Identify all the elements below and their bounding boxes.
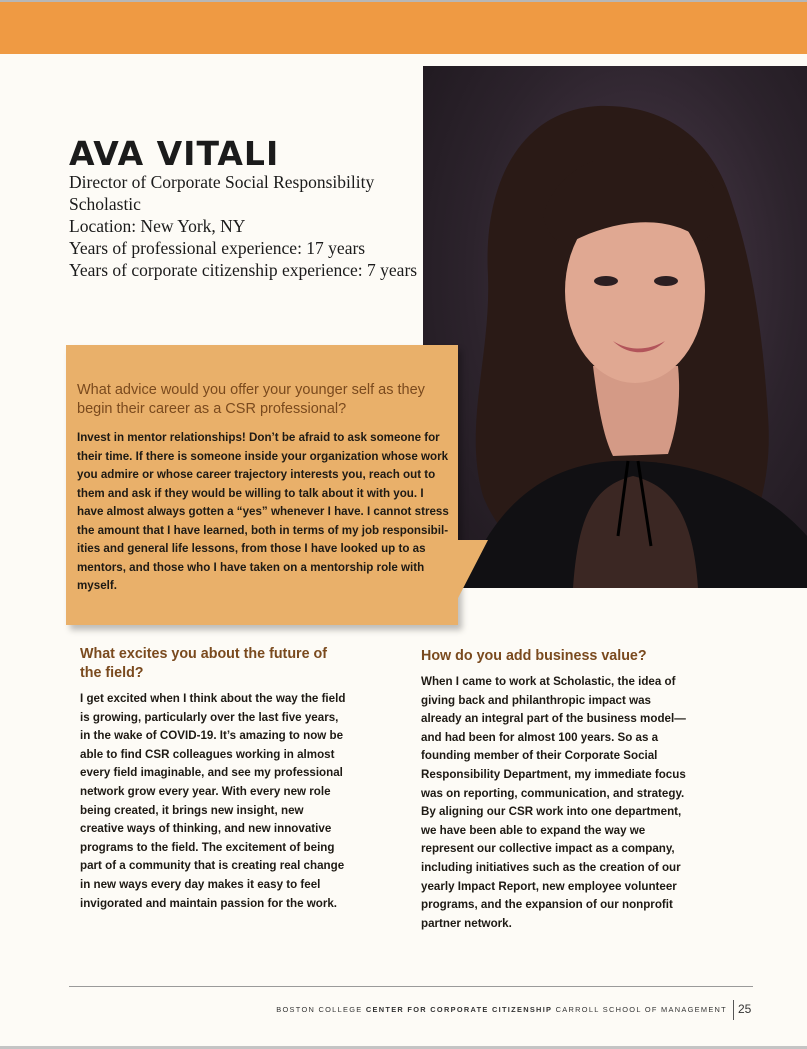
footer-management: CARROLL SCHOOL OF MANAGEMENT xyxy=(552,1005,727,1014)
footer-school: BOSTON COLLEGE xyxy=(276,1005,366,1014)
callout-answer: Invest in mentor relationships! Don’t be afraid to ask someone for their time. If there is someone inside your organization whose work you admire or whose career trajectory interests you, reach out to them and ask if they would be willing to talk about it with you. I have almost always gotten a “yes” whenever I have. I cannot stress the amount that I have learned, both in terms of my job responsibilities and general life lessons, from those I have looked up to as mentors, and those who I have taken on a mentorship role with myself. xyxy=(77,431,449,592)
footer-divider xyxy=(69,986,753,987)
detail-citizenship-years: Years of corporate citizenship experience: 7 years xyxy=(69,260,418,280)
future-answer: I get excited when I think about the way the field is growing, particularly over the last five years, in the wake of COVID-19. It’s amazing to now be able to find CSR colleagues working in almost every field imaginable, and see my professional network grow every year. With every new role being created, it brings new insight, new creative ways of thinking, and new innovative programs to the field. The excitement of being part of a community that is creating real change in new ways every day makes it easy to feel invigorated and maintain passion for the work. xyxy=(80,692,346,910)
profile-details xyxy=(69,171,417,281)
footer-credit xyxy=(0,1005,727,1014)
detail-location: Location: New York, NY xyxy=(69,216,246,236)
future-question: What excites you about the future of the field? xyxy=(80,646,328,681)
callout-question: What advice would you offer your younger self as they begin their career as a CSR professional? xyxy=(77,382,425,417)
detail-title: Director of Corporate Social Responsibility xyxy=(69,172,375,192)
banner-gap xyxy=(0,54,807,66)
profile-name: AVA VITALI xyxy=(69,134,280,173)
business-value-answer: When I came to work at Scholastic, the idea of giving back and philanthropic impact was already an integral part of the business model—and had been for almost 100 years. So as a founding member of their Corporate Social Responsibility Department, my immediate focus was on reporting, communication, and strategy. By aligning our CSR work into one department, we have been able to expand the way we represent our collective impact as a company, including initiatives such as the creation of our yearly Impact Report, new employee volunteer programs, and the expansion of our nonprofit partner network. xyxy=(421,675,686,930)
detail-company: Scholastic xyxy=(69,194,141,214)
footer-center: CENTER FOR CORPORATE CITIZENSHIP xyxy=(365,1005,553,1014)
footer-separator xyxy=(733,1000,734,1020)
page-number: 25 xyxy=(738,1002,752,1016)
business-value-question: How do you add business value? xyxy=(421,648,647,664)
portrait-photo xyxy=(423,66,807,588)
header-banner xyxy=(0,2,807,54)
detail-professional-years: Years of professional experience: 17 years xyxy=(69,238,366,258)
callout-tail xyxy=(456,540,488,602)
